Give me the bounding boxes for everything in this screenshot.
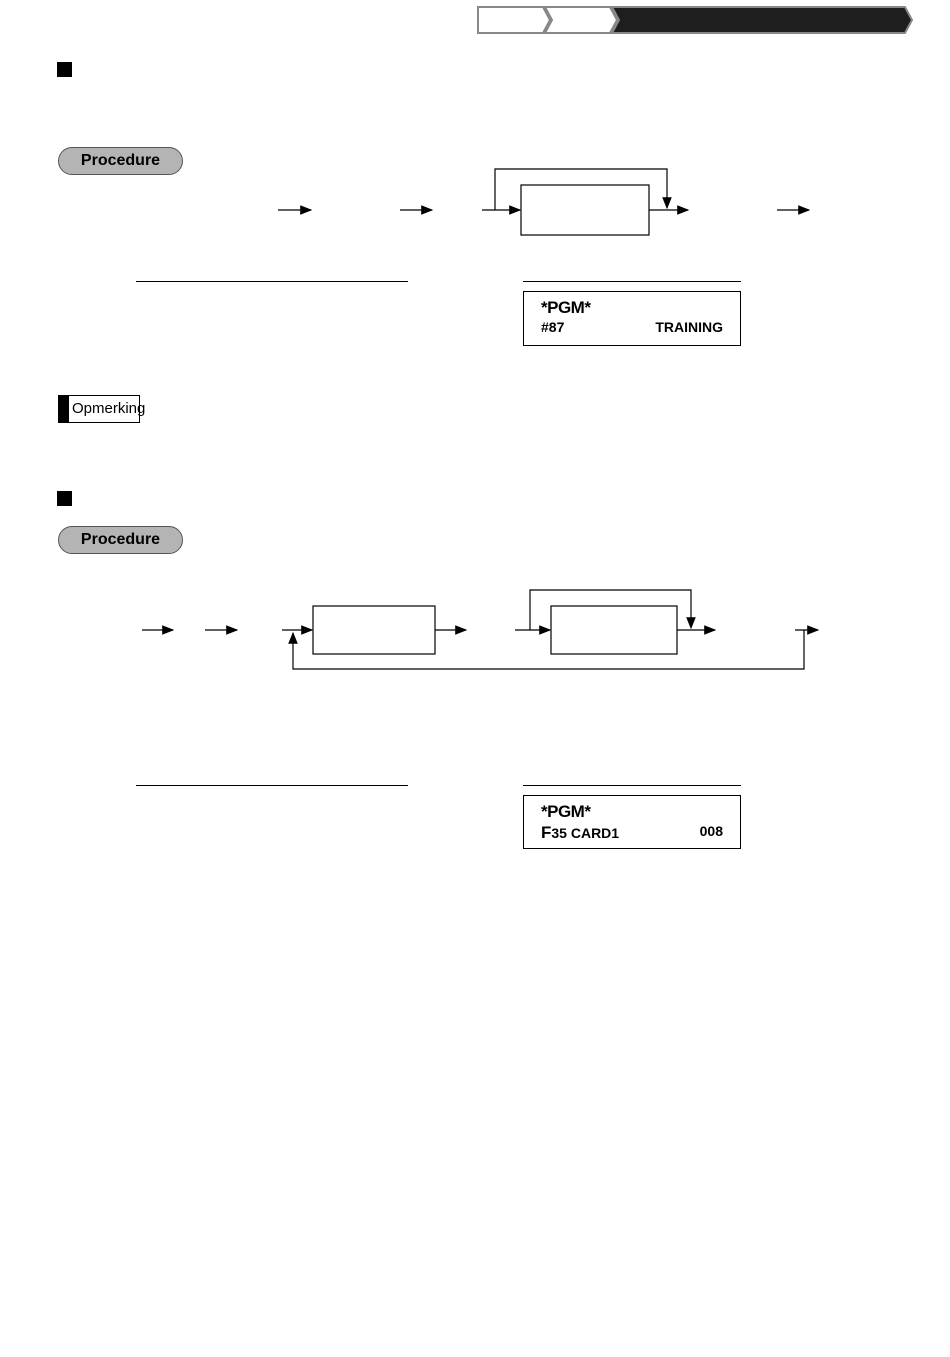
display-function-code xyxy=(541,823,619,843)
divider-line xyxy=(136,785,408,786)
display-card-label: 35 CARD1 xyxy=(551,825,620,841)
divider-line xyxy=(523,785,741,786)
display-value: 008 xyxy=(699,823,723,839)
display-job-code: #87 xyxy=(541,319,565,335)
display-f-prefix: F xyxy=(541,823,552,842)
display-value: TRAINING xyxy=(655,319,723,335)
note-label: Opmerking xyxy=(72,400,146,417)
display-mode: *PGM* xyxy=(541,298,591,317)
procedure-badge: Procedure xyxy=(58,147,183,175)
display-mode: *PGM* xyxy=(541,802,591,821)
procedure-badge: Procedure xyxy=(58,526,183,554)
register-display xyxy=(523,795,741,849)
